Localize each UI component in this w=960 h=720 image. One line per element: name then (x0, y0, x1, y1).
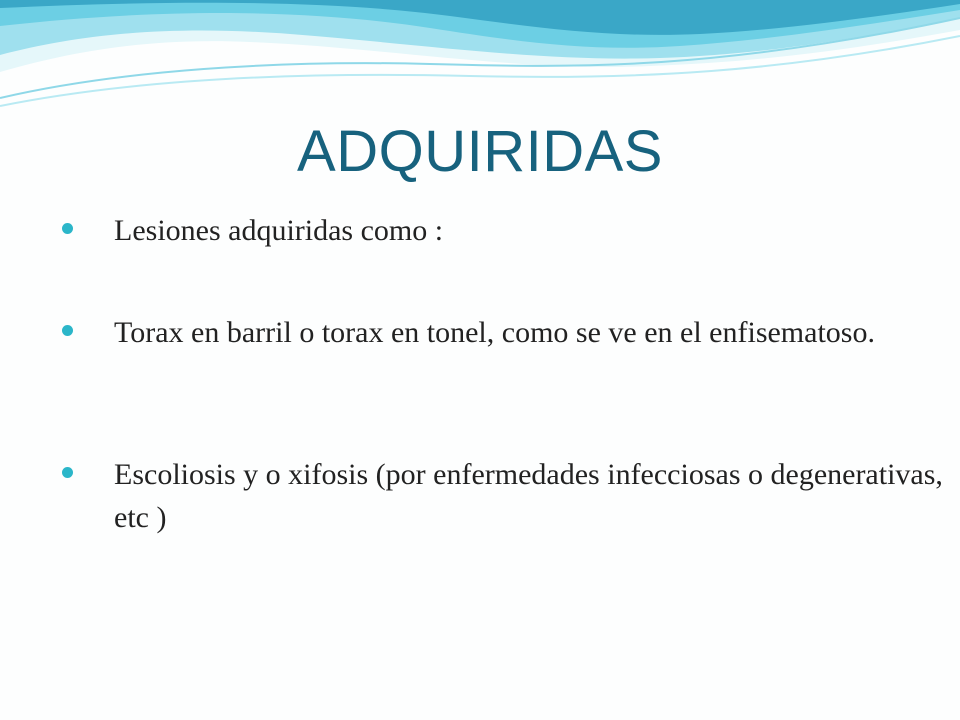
bullet-item-lesiones: Lesiones adquiridas como : (114, 214, 444, 247)
bullet-point-icon (62, 467, 73, 478)
slide-title: ADQUIRIDAS (297, 119, 663, 184)
bullet-point-icon (62, 325, 73, 336)
bullet-item-escoliosis: Escoliosis y o xifosis (por enfermedades infecciosas o degenerativas, etc ) (114, 458, 943, 534)
bullet-point-icon (62, 223, 73, 234)
bullet-item-torax: Torax en barril o torax en tonel, como se ve en el enfisematoso. (114, 316, 875, 349)
